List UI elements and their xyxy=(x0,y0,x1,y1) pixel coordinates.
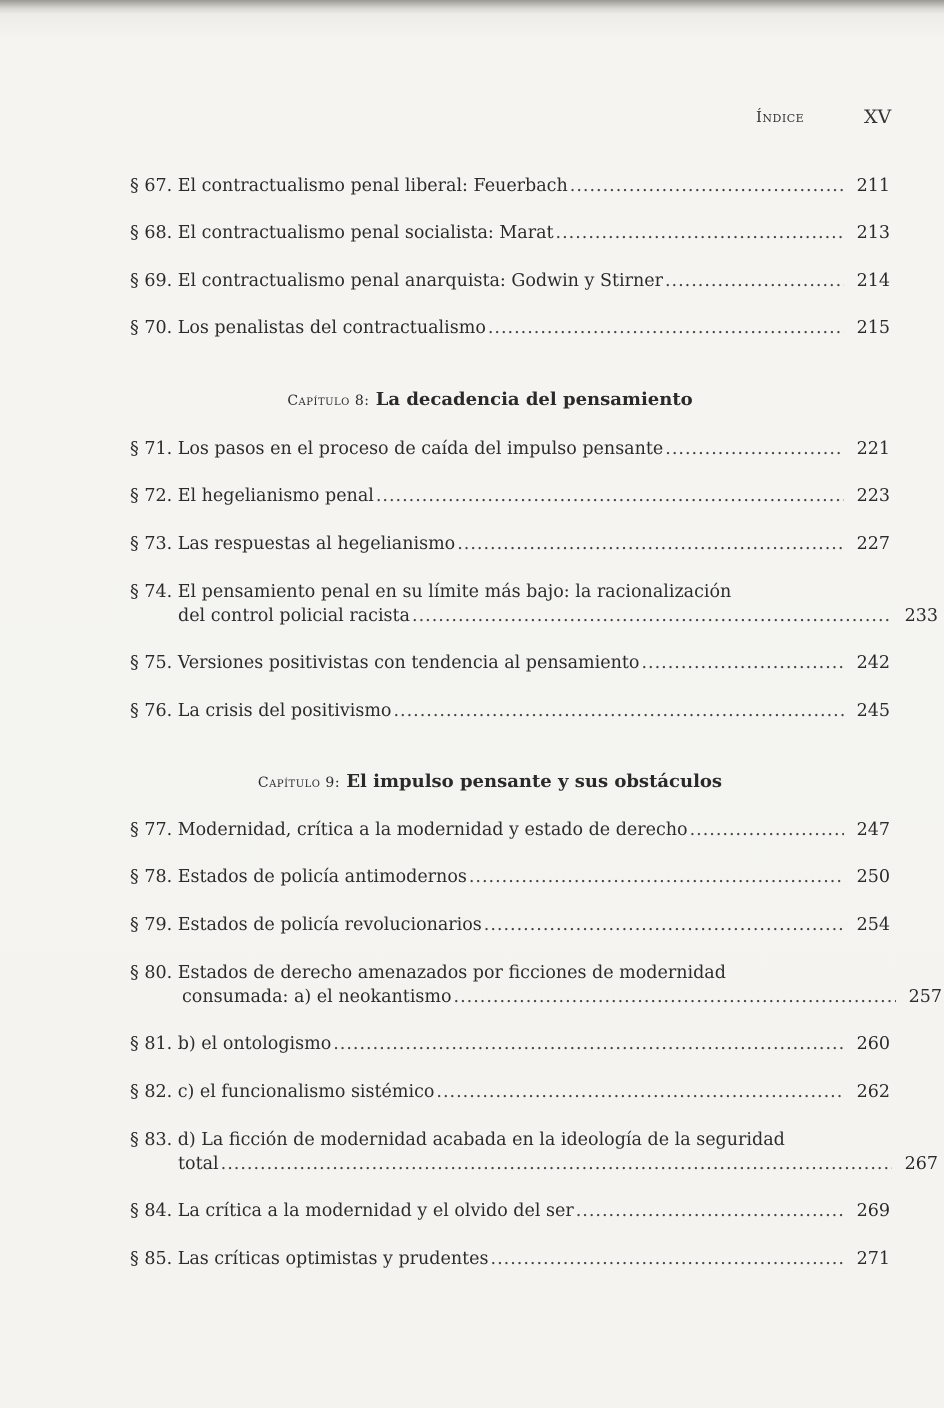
leader-dots xyxy=(393,699,844,723)
toc-entry xyxy=(130,818,890,842)
toc-entry-text: § 78. Estados de policía antimodernos xyxy=(130,867,467,887)
leader-dots xyxy=(556,221,844,245)
toc-entry xyxy=(130,269,890,293)
toc-entry-text: § 82. c) el funcionalismo sistémico xyxy=(130,1082,435,1102)
toc-entry-page: 257 xyxy=(908,987,942,1007)
toc-entry-text: § 70. Los penalistas del contractualismo xyxy=(130,318,486,338)
toc-entry-page: 254 xyxy=(856,915,890,935)
toc-entry xyxy=(130,865,890,889)
toc-entry-text: § 83. d) La ficción de modernidad acabada en la ideología de la seguridad xyxy=(130,1130,785,1150)
toc-entry-text-continued: consumada: a) el neokantismo xyxy=(182,987,452,1007)
leader-dots xyxy=(221,1152,892,1176)
toc-entry-text: § 77. Modernidad, crítica a la modernidad y estado de derecho xyxy=(130,820,688,840)
leader-dots xyxy=(491,1247,844,1271)
toc-entry-text: § 72. El hegelianismo penal xyxy=(130,486,374,506)
toc-entry-page: 223 xyxy=(856,486,890,506)
leader-dots xyxy=(665,437,844,461)
toc-entry xyxy=(130,532,890,556)
toc-entry xyxy=(130,1080,890,1104)
toc-entry-text: § 76. La crisis del positivismo xyxy=(130,701,392,721)
toc-entry-page: 233 xyxy=(904,606,938,626)
toc-entry-page: 213 xyxy=(856,223,890,243)
toc-entry-text: § 67. El contractualismo penal liberal: Feuerbach xyxy=(130,176,568,196)
header-title: Índice xyxy=(756,108,805,126)
leader-dots xyxy=(665,269,844,293)
toc-entry-page: 262 xyxy=(856,1082,890,1102)
toc-entry-page: 214 xyxy=(856,271,890,291)
leader-dots xyxy=(412,604,892,628)
toc-entry xyxy=(130,699,890,723)
toc-entry xyxy=(130,651,890,675)
toc-entry-text-continued: del control policial racista xyxy=(178,606,410,626)
toc-entry-text: § 81. b) el ontologismo xyxy=(130,1034,332,1054)
toc-entry xyxy=(130,961,942,1009)
leader-dots xyxy=(457,532,844,556)
leader-dots xyxy=(469,865,844,889)
toc-entry xyxy=(130,484,890,508)
leader-dots xyxy=(376,484,844,508)
chapter-heading xyxy=(130,389,850,410)
toc-entry-page: 260 xyxy=(856,1034,890,1054)
toc-entry-text: § 79. Estados de policía revolucionarios xyxy=(130,915,482,935)
leader-dots xyxy=(570,174,844,198)
chapter-heading xyxy=(130,771,850,792)
page-top-edge xyxy=(0,0,944,14)
toc-entry-page: 242 xyxy=(856,653,890,673)
running-header xyxy=(0,106,944,130)
leader-dots xyxy=(454,985,896,1009)
toc-entry xyxy=(130,580,938,628)
toc-entry-page: 269 xyxy=(856,1201,890,1221)
leader-dots xyxy=(641,651,844,675)
toc-entry-text: § 84. La crítica a la modernidad y el olvido del ser xyxy=(130,1201,574,1221)
toc-entry-text: § 68. El contractualismo penal socialista: Marat xyxy=(130,223,554,243)
toc-entry-page: 245 xyxy=(856,701,890,721)
toc-entry-text: § 69. El contractualismo penal anarquista: Godwin y Stirner xyxy=(130,271,663,291)
leader-dots xyxy=(576,1199,844,1223)
toc-entry xyxy=(130,174,890,198)
toc-entry xyxy=(130,437,890,461)
toc-entry-text: § 85. Las críticas optimistas y prudentes xyxy=(130,1249,489,1269)
leader-dots xyxy=(484,913,844,937)
toc-entry xyxy=(130,1032,890,1056)
chapter-title: El impulso pensante y sus obstáculos xyxy=(346,771,723,792)
toc-entry xyxy=(130,1199,890,1223)
leader-dots xyxy=(436,1080,844,1104)
chapter-label: Capítulo 8: xyxy=(287,393,370,409)
leader-dots xyxy=(488,316,844,340)
toc-entry-page: 221 xyxy=(856,439,890,459)
toc-entry-page: 271 xyxy=(856,1249,890,1269)
toc-entry-text: § 75. Versiones positivistas con tendencia al pensamiento xyxy=(130,653,640,673)
toc-entry xyxy=(130,1128,938,1176)
toc-entry xyxy=(130,221,890,245)
toc-entry-text: § 74. El pensamiento penal en su límite más bajo: la racionalización xyxy=(130,582,732,602)
leader-dots xyxy=(333,1032,844,1056)
toc-entry-text-continued: total xyxy=(178,1154,219,1174)
toc-entry-page: 227 xyxy=(856,534,890,554)
chapter-label: Capítulo 9: xyxy=(257,775,341,791)
chapter-title: La decadencia del pensamiento xyxy=(375,389,693,410)
toc-entry xyxy=(130,1247,890,1271)
leader-dots xyxy=(690,818,844,842)
header-page-number: XV xyxy=(864,106,892,128)
toc-entry xyxy=(130,913,890,937)
toc-entry-text: § 80. Estados de derecho amenazados por ficciones de modernidad xyxy=(130,963,726,983)
toc-entry xyxy=(130,316,890,340)
toc-entry-page: 211 xyxy=(856,176,890,196)
toc-entry-text: § 71. Los pasos en el proceso de caída del impulso pensante xyxy=(130,439,664,459)
toc-entry-page: 247 xyxy=(856,820,890,840)
toc-entry-text: § 73. Las respuestas al hegelianismo xyxy=(130,534,456,554)
toc-entry-page: 215 xyxy=(856,318,890,338)
toc-entry-page: 267 xyxy=(904,1154,938,1174)
toc-entry-page: 250 xyxy=(856,867,890,887)
